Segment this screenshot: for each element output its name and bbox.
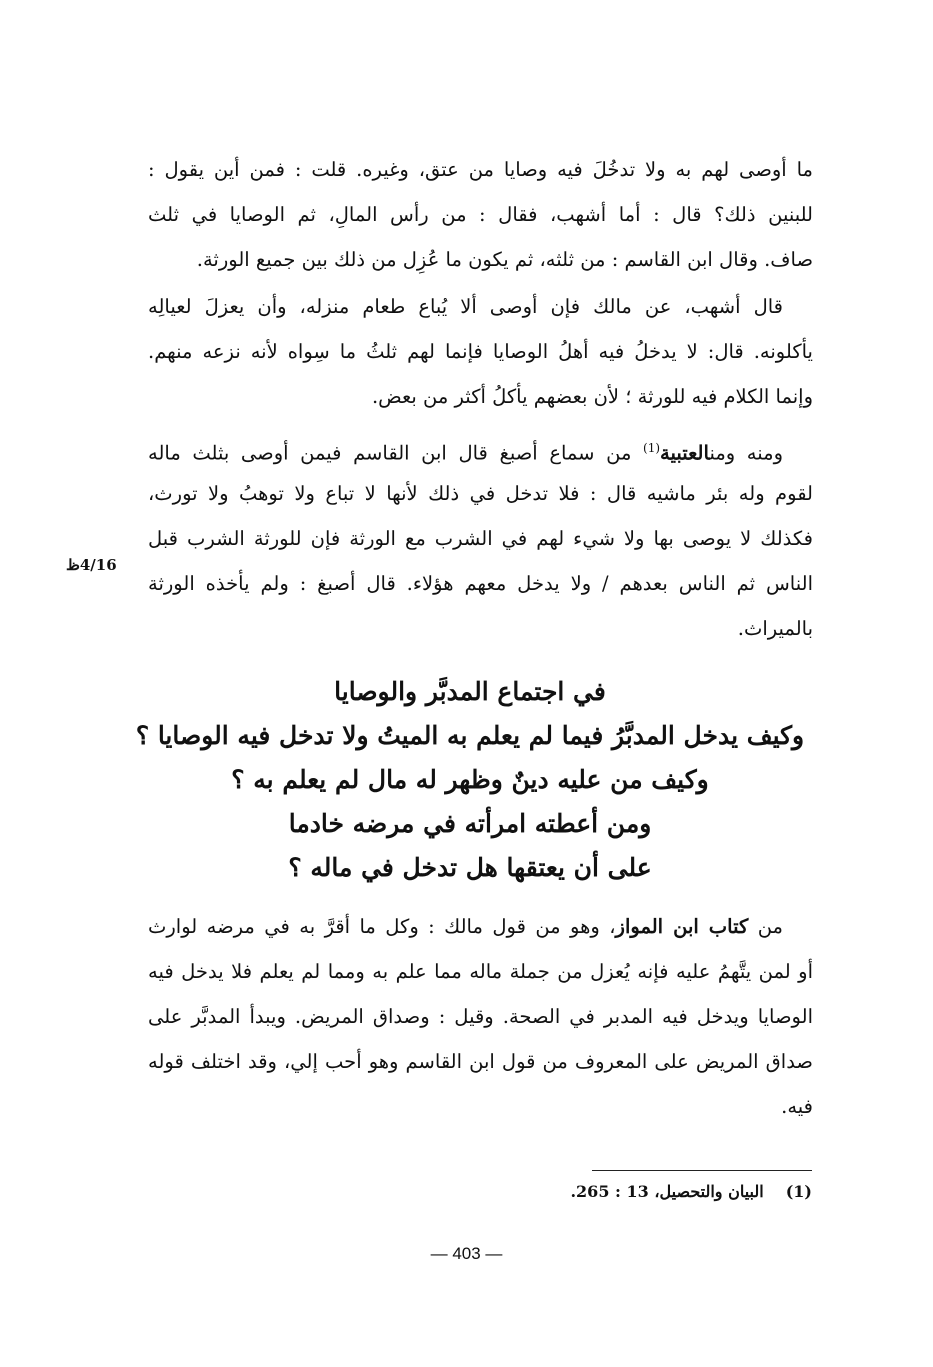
footnote-separator: [592, 1170, 812, 1171]
text-line: [148, 904, 813, 949]
text-line: لقوم وله بئر ماشيه قال : فلا تدخل في ذلك لأنها لا تباع ولا توهبُ ولا تورث،: [148, 482, 813, 505]
text-fragment: ، وهو من قول مالك : وكل ما أقرَّ به في مرضه لوارث: [148, 915, 616, 938]
paragraph-3: [148, 426, 813, 651]
chapter-heading: [120, 670, 820, 890]
manuscript-folio-note: 4/16ظ: [66, 556, 117, 574]
footnote-reference: (1): [643, 441, 661, 455]
text-line: للبنين ذلك؟ قال : أما أشهب، فقال : من رأس المالِ، ثم الوصايا في ثلث: [148, 203, 813, 226]
heading-line: على أن يعتقها هل تدخل في ماله ؟: [288, 853, 652, 882]
footnote: [420, 1182, 812, 1201]
text-line: صاف. وقال ابن القاسم : من ثلثه، ثم يكون ما عُزِل من ذلك بين جميع الورثة.: [196, 248, 813, 271]
text-line: قال أشهب، عن مالك فإن أوصى ألا يُباع طعام منزله، وأن يعزلَ لعيالِه: [148, 295, 783, 318]
footnote-text: البيان والتحصيل، 13 : 265.: [570, 1182, 764, 1201]
heading-line: وكيف يدخل المدبَّرُ فيما لم يعلم به الميتُ ولا تدخل فيه الوصايا ؟: [135, 721, 805, 750]
paragraph-1: [148, 147, 813, 282]
heading-line: وكيف من عليه دينٌ وظهر له مال لم يعلم به ؟: [231, 765, 709, 794]
text-fragment: ومنه ومن: [709, 441, 783, 465]
text-line: فيه.: [781, 1095, 813, 1118]
text-line: وإنما الكلام فيه للورثة ؛ لأن بعضهم يأكلُ أكثر من بعض.: [371, 385, 813, 408]
paragraph-4: [148, 904, 813, 1129]
page-number: — 403 —: [430, 1244, 503, 1263]
source-title: كتاب ابن المواز: [615, 915, 749, 938]
footnote-number: (1): [785, 1182, 812, 1201]
text-line: الناس ثم الناس بعدهم / ولا يدخل معهم هؤلاء. قال أصبغ : ولم يأخذه الورثة: [148, 572, 813, 595]
heading-line: ومن أعطته امرأته في مرضه خادما: [288, 809, 652, 838]
text-line: [148, 426, 813, 471]
source-title: العتبية: [660, 441, 710, 465]
heading-line: في اجتماع المدبَّر والوصايا: [334, 677, 606, 706]
text-fragment: من: [757, 915, 783, 938]
paragraph-2: [148, 284, 813, 419]
text-line: فكذلك لا يوصى بها ولا شيء لهم في الشرب مع الورثة فإن للورثة الشرب قبل: [148, 527, 813, 550]
text-line: يأكلونه. قال: لا يدخلُ فيه أهلُ الوصايا فإنما لهم ثلثُ ما سِواه لأنه نزعه منهم.: [148, 340, 813, 363]
text-fragment: من سماع أصبغ قال ابن القاسم فيمن أوصى بثلث ماله: [148, 441, 632, 465]
text-line: بالميراث.: [737, 617, 813, 640]
text-line: أو لمن يتَّهمُ عليه فإنه يُعزل من جملة ماله مما علم به ومما لم يعلم فلا يدخل فيه: [148, 960, 813, 983]
text-line: الوصايا ويدخل فيه المدبر في الصحة. وقيل : وصداق المريض. ويبدأ المدبَّر على: [148, 1005, 813, 1028]
text-line: صداق المريض على المعروف من قول ابن القاسم وهو أحب إلي، وقد اختلف قوله: [148, 1050, 813, 1073]
text-line: ما أوصى لهم به ولا تدخُلَ فيه وصايا من عتق، وغيره. قلت : فمن أين يقول :: [148, 158, 813, 181]
